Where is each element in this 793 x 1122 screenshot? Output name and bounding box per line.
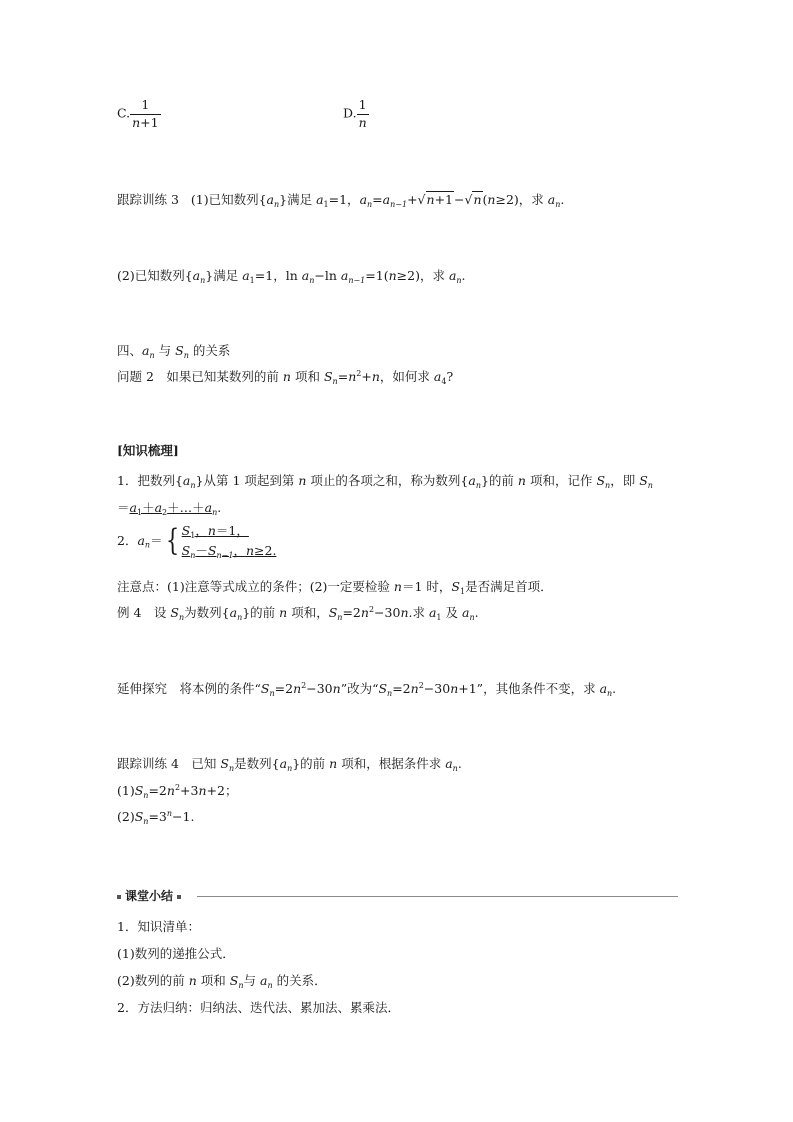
text: 是否满足首项． <box>465 579 553 594</box>
text: ≥2)，求 <box>396 268 445 283</box>
summary-divider <box>197 896 678 897</box>
sub-1: 1 <box>323 200 329 209</box>
text: −ln <box>314 268 337 283</box>
text: + <box>361 369 372 384</box>
var-S: S <box>229 973 239 988</box>
exercise4 <box>117 758 462 771</box>
var-n: n <box>282 369 291 384</box>
text: 项和 <box>294 369 320 384</box>
var-a: a <box>142 343 150 358</box>
square-bullet-icon <box>177 895 181 899</box>
text: 及 <box>445 605 459 620</box>
text: . <box>560 192 565 207</box>
case-1 <box>182 525 277 538</box>
text: ＋…＋ <box>167 500 205 515</box>
var-a: a <box>462 605 470 620</box>
var-a: a <box>192 268 201 283</box>
var-n: n <box>400 605 409 620</box>
var-S: S <box>639 473 648 488</box>
var-n: n <box>360 605 369 620</box>
sqrt-n: n <box>473 192 482 207</box>
knowledge-item2 <box>117 523 277 560</box>
var-n: n <box>188 973 197 988</box>
text: ，即 <box>610 473 636 488</box>
example4 <box>117 607 479 620</box>
var-n: n <box>132 114 141 130</box>
text: = <box>337 369 349 384</box>
option-c-denominator <box>130 115 161 130</box>
sub-n: n <box>200 276 206 285</box>
var-n: n <box>293 681 302 696</box>
var-a: a <box>204 500 213 515</box>
var-n: n <box>207 523 216 538</box>
var-S: S <box>260 681 270 696</box>
var-n: n <box>298 473 307 488</box>
var-n: n <box>279 605 288 620</box>
var-n: n <box>426 192 435 207</box>
var-S: S <box>323 369 333 384</box>
sub-1: 1 <box>249 276 255 285</box>
var-n: n <box>450 681 459 696</box>
sub-n: n <box>229 764 235 773</box>
var-a: a <box>547 192 556 207</box>
text: 1．把数列{ <box>117 473 183 488</box>
text: 2． <box>117 532 138 548</box>
text: ＋ <box>142 500 155 515</box>
text: =2 <box>392 681 411 696</box>
var-n: n <box>388 268 397 283</box>
text: . <box>474 605 479 620</box>
text: 延伸探究 将本例的条件“ <box>117 681 261 696</box>
extension <box>117 683 616 696</box>
text: }的前 <box>242 605 276 620</box>
var-S: S <box>207 542 217 558</box>
text: }的前 <box>480 473 514 488</box>
text: −30 <box>423 681 451 696</box>
sub-4: 4 <box>441 377 447 386</box>
var-a: a <box>468 473 476 488</box>
text: (2)数列的前 <box>117 973 185 988</box>
var-a: a <box>359 192 368 207</box>
text: 项和，记作 <box>529 473 593 488</box>
var-n: n <box>332 681 341 696</box>
sub-n-minus-1: n−1 <box>348 276 366 285</box>
var-a: a <box>428 605 437 620</box>
sub-1: 1 <box>190 531 196 540</box>
sub-n: n <box>190 481 196 490</box>
sub-n: n <box>647 481 653 490</box>
text: =1，ln <box>254 268 298 283</box>
sub-n-minus-1: n−1 <box>216 550 234 560</box>
text: =1， <box>328 192 360 207</box>
text: ≥2)，求 <box>495 192 544 207</box>
text: 是数列{ <box>234 756 280 771</box>
text: 注意点：(1)注意等式成立的条件；(2)一定要检验 <box>117 579 390 594</box>
text: =2 <box>274 681 294 696</box>
var-S: S <box>170 605 179 620</box>
text: 项和，根据条件求 <box>341 756 442 771</box>
text: −1. <box>172 809 195 824</box>
option-c-den-rest: +1 <box>140 114 159 130</box>
text: }满足 <box>279 192 313 207</box>
var-n: n <box>393 579 402 594</box>
sup-2: 2 <box>418 681 424 690</box>
var-a: a <box>301 268 310 283</box>
knowledge-title: [知识梳理] <box>117 443 179 458</box>
text: +3 <box>180 783 199 798</box>
var-S: S <box>220 756 229 771</box>
var-a: a <box>242 268 250 283</box>
text: ＝ <box>117 500 130 515</box>
text: 项和 <box>200 973 226 988</box>
summary-line-4: 2．方法归纳：归纳法、迭代法、累加法、累乘法． <box>117 1000 400 1015</box>
sup-2: 2 <box>368 605 375 614</box>
summary-title: 课堂小结 <box>125 889 174 903</box>
sub-n: n <box>387 689 393 698</box>
case-2 <box>181 542 277 560</box>
option-c-fraction <box>130 99 161 129</box>
sup-2: 2 <box>356 369 362 378</box>
text: = <box>372 192 383 207</box>
sub-n: n <box>367 200 373 209</box>
text: 与 <box>243 973 256 988</box>
sqrt-n-plus-1 <box>426 191 455 207</box>
text: (2) <box>117 809 135 824</box>
sup-n: n <box>166 809 173 818</box>
var-a: a <box>599 681 608 696</box>
knowledge-item1 <box>117 475 653 488</box>
exercise4-part2 <box>117 811 194 824</box>
text: ? <box>446 369 454 384</box>
sup-2: 2 <box>174 783 181 792</box>
var-S: S <box>175 343 184 358</box>
sub-2: 2 <box>162 508 168 517</box>
text: (1)已知数列{ <box>190 192 267 207</box>
text: =2 <box>148 783 167 798</box>
text: ≥2. <box>254 542 277 558</box>
text: +1”，其他条件不变，求 <box>458 681 596 696</box>
var-a: a <box>154 500 163 515</box>
text: 的关系 <box>192 343 231 358</box>
sub-n: n <box>332 377 338 386</box>
option-d-fraction <box>357 99 369 129</box>
sub-n: n <box>267 981 273 990</box>
sup-2: 2 <box>301 681 307 690</box>
text: ( <box>482 192 488 207</box>
text: ， <box>195 523 208 538</box>
sum-formula <box>130 500 218 515</box>
sub-n: n <box>469 613 475 622</box>
text: ， <box>233 542 246 558</box>
var-a: a <box>266 192 274 207</box>
var-a: a <box>448 268 457 283</box>
sub-n-minus-1: n−1 <box>390 200 408 209</box>
var-S: S <box>181 542 191 558</box>
var-a: a <box>382 192 391 207</box>
sub-n: n <box>337 613 343 622</box>
text: }满足 <box>205 268 239 283</box>
text: −30 <box>306 681 333 696</box>
var-a: a <box>433 369 442 384</box>
summary-line-1: 1．知识清单： <box>117 919 200 934</box>
text: 跟踪训练 4 已知 <box>117 756 217 771</box>
exercise3-part1: 跟踪训练 3 (1)已知数列$\{a_n\}$满足 $a_1=1$，$a_n=a_{n-1}+√n+1-√n(n\ge 2)$，求 $a_n$. <box>117 192 565 209</box>
text: +1 <box>434 192 454 207</box>
text: ＝ <box>150 532 163 548</box>
section4-heading <box>117 345 230 358</box>
text: =2 <box>342 605 361 620</box>
option-c-label: C. <box>117 105 131 121</box>
sub-n: n <box>143 817 149 826</box>
exercise3-title: 跟踪训练 3 <box>117 192 179 207</box>
var-a: a <box>182 473 191 488</box>
text: (2)已知数列{ <box>117 268 193 283</box>
text: .求 <box>408 605 425 620</box>
option-c <box>117 99 161 129</box>
var-n: n <box>348 369 357 384</box>
text: 为数列{ <box>184 605 230 620</box>
summary-line-2: (1)数列的递推公式． <box>117 946 235 961</box>
var-n: n <box>245 542 255 558</box>
sub-n: n <box>456 276 462 285</box>
text: ＝1， <box>215 523 249 538</box>
text: 问题 2 如果已知某数列的前 <box>117 369 279 384</box>
sub-1: 1 <box>136 508 143 517</box>
option-d-label: D. <box>343 105 357 121</box>
var-a: a <box>445 756 453 771</box>
exercise4-part1 <box>117 785 237 798</box>
var-S: S <box>378 681 388 696</box>
var-a: a <box>129 500 137 515</box>
text: 例 4 设 <box>117 605 167 620</box>
option-d <box>343 99 369 129</box>
text: ＝1 时， <box>401 579 452 594</box>
sub-1: 1 <box>459 587 466 596</box>
text: (1) <box>117 783 135 798</box>
square-bullet-icon <box>117 895 121 899</box>
summary-line-3 <box>117 975 327 988</box>
sub-1: 1 <box>436 613 442 622</box>
text: + <box>407 192 418 207</box>
sub-n: n <box>179 613 185 622</box>
sub-n: n <box>212 508 218 517</box>
sub-n: n <box>607 689 613 698</box>
var-n: n <box>166 783 175 798</box>
text: － <box>195 542 208 558</box>
sub-n: n <box>144 540 151 550</box>
var-a: a <box>259 973 268 988</box>
sub-n: n <box>238 981 244 990</box>
text: −30 <box>374 605 401 620</box>
var-n: n <box>371 369 380 384</box>
text: . <box>461 268 466 283</box>
knowledge-item1-formula <box>117 502 221 515</box>
text: }从第 1 项起到第 <box>195 473 295 488</box>
option-d-denominator: n <box>358 114 367 130</box>
var-n: n <box>410 681 419 696</box>
text: =3 <box>148 809 167 824</box>
sub-n: n <box>605 481 611 490</box>
piecewise-cases <box>181 523 277 560</box>
var-n: n <box>198 783 207 798</box>
knowledge-note <box>117 581 553 594</box>
sub-n: n <box>452 764 458 773</box>
option-c-numerator: 1 <box>130 99 161 115</box>
text: ，如何求 <box>379 369 430 384</box>
sub-n: n <box>287 764 293 773</box>
text: }的前 <box>292 756 326 771</box>
text: 项和， <box>291 605 329 620</box>
var-S: S <box>328 605 338 620</box>
sub-n: n <box>269 689 275 698</box>
var-a: a <box>229 605 238 620</box>
text: ”改为“ <box>340 681 379 696</box>
text: 与 <box>158 343 172 358</box>
text: . <box>612 681 617 696</box>
sub-n: n <box>237 613 243 622</box>
text: =1( <box>365 268 389 283</box>
sub-n: n <box>143 791 149 800</box>
sub-n: n <box>149 351 155 360</box>
text: 的关系． <box>276 973 327 988</box>
var-S: S <box>451 579 460 594</box>
var-n: n <box>329 756 338 771</box>
question2 <box>117 371 453 384</box>
text: +2； <box>206 783 238 798</box>
sub-n: n <box>183 351 189 360</box>
summary-heading <box>117 890 185 902</box>
var-a: a <box>340 268 349 283</box>
text: . <box>457 756 462 771</box>
left-brace: { <box>165 523 179 558</box>
sub-n: n <box>190 550 196 560</box>
text: . <box>217 500 222 515</box>
sub-n: n <box>273 200 280 209</box>
text: − <box>454 192 465 207</box>
var-a: a <box>279 756 288 771</box>
sub-n: n <box>309 276 315 285</box>
text: 项止的各项之和，称为数列{ <box>310 473 469 488</box>
var-a: a <box>316 192 324 207</box>
sub-n: n <box>475 481 481 490</box>
option-d-numerator: 1 <box>357 99 369 115</box>
text: 四、 <box>117 343 143 358</box>
sub-n: n <box>555 200 561 209</box>
var-S: S <box>596 473 606 488</box>
var-n: n <box>487 192 496 207</box>
var-S: S <box>134 809 144 824</box>
var-n: n <box>517 473 526 488</box>
exercise3-part2 <box>117 270 466 283</box>
var-S: S <box>134 783 144 798</box>
var-a: a <box>137 532 145 548</box>
var-S: S <box>181 523 191 538</box>
